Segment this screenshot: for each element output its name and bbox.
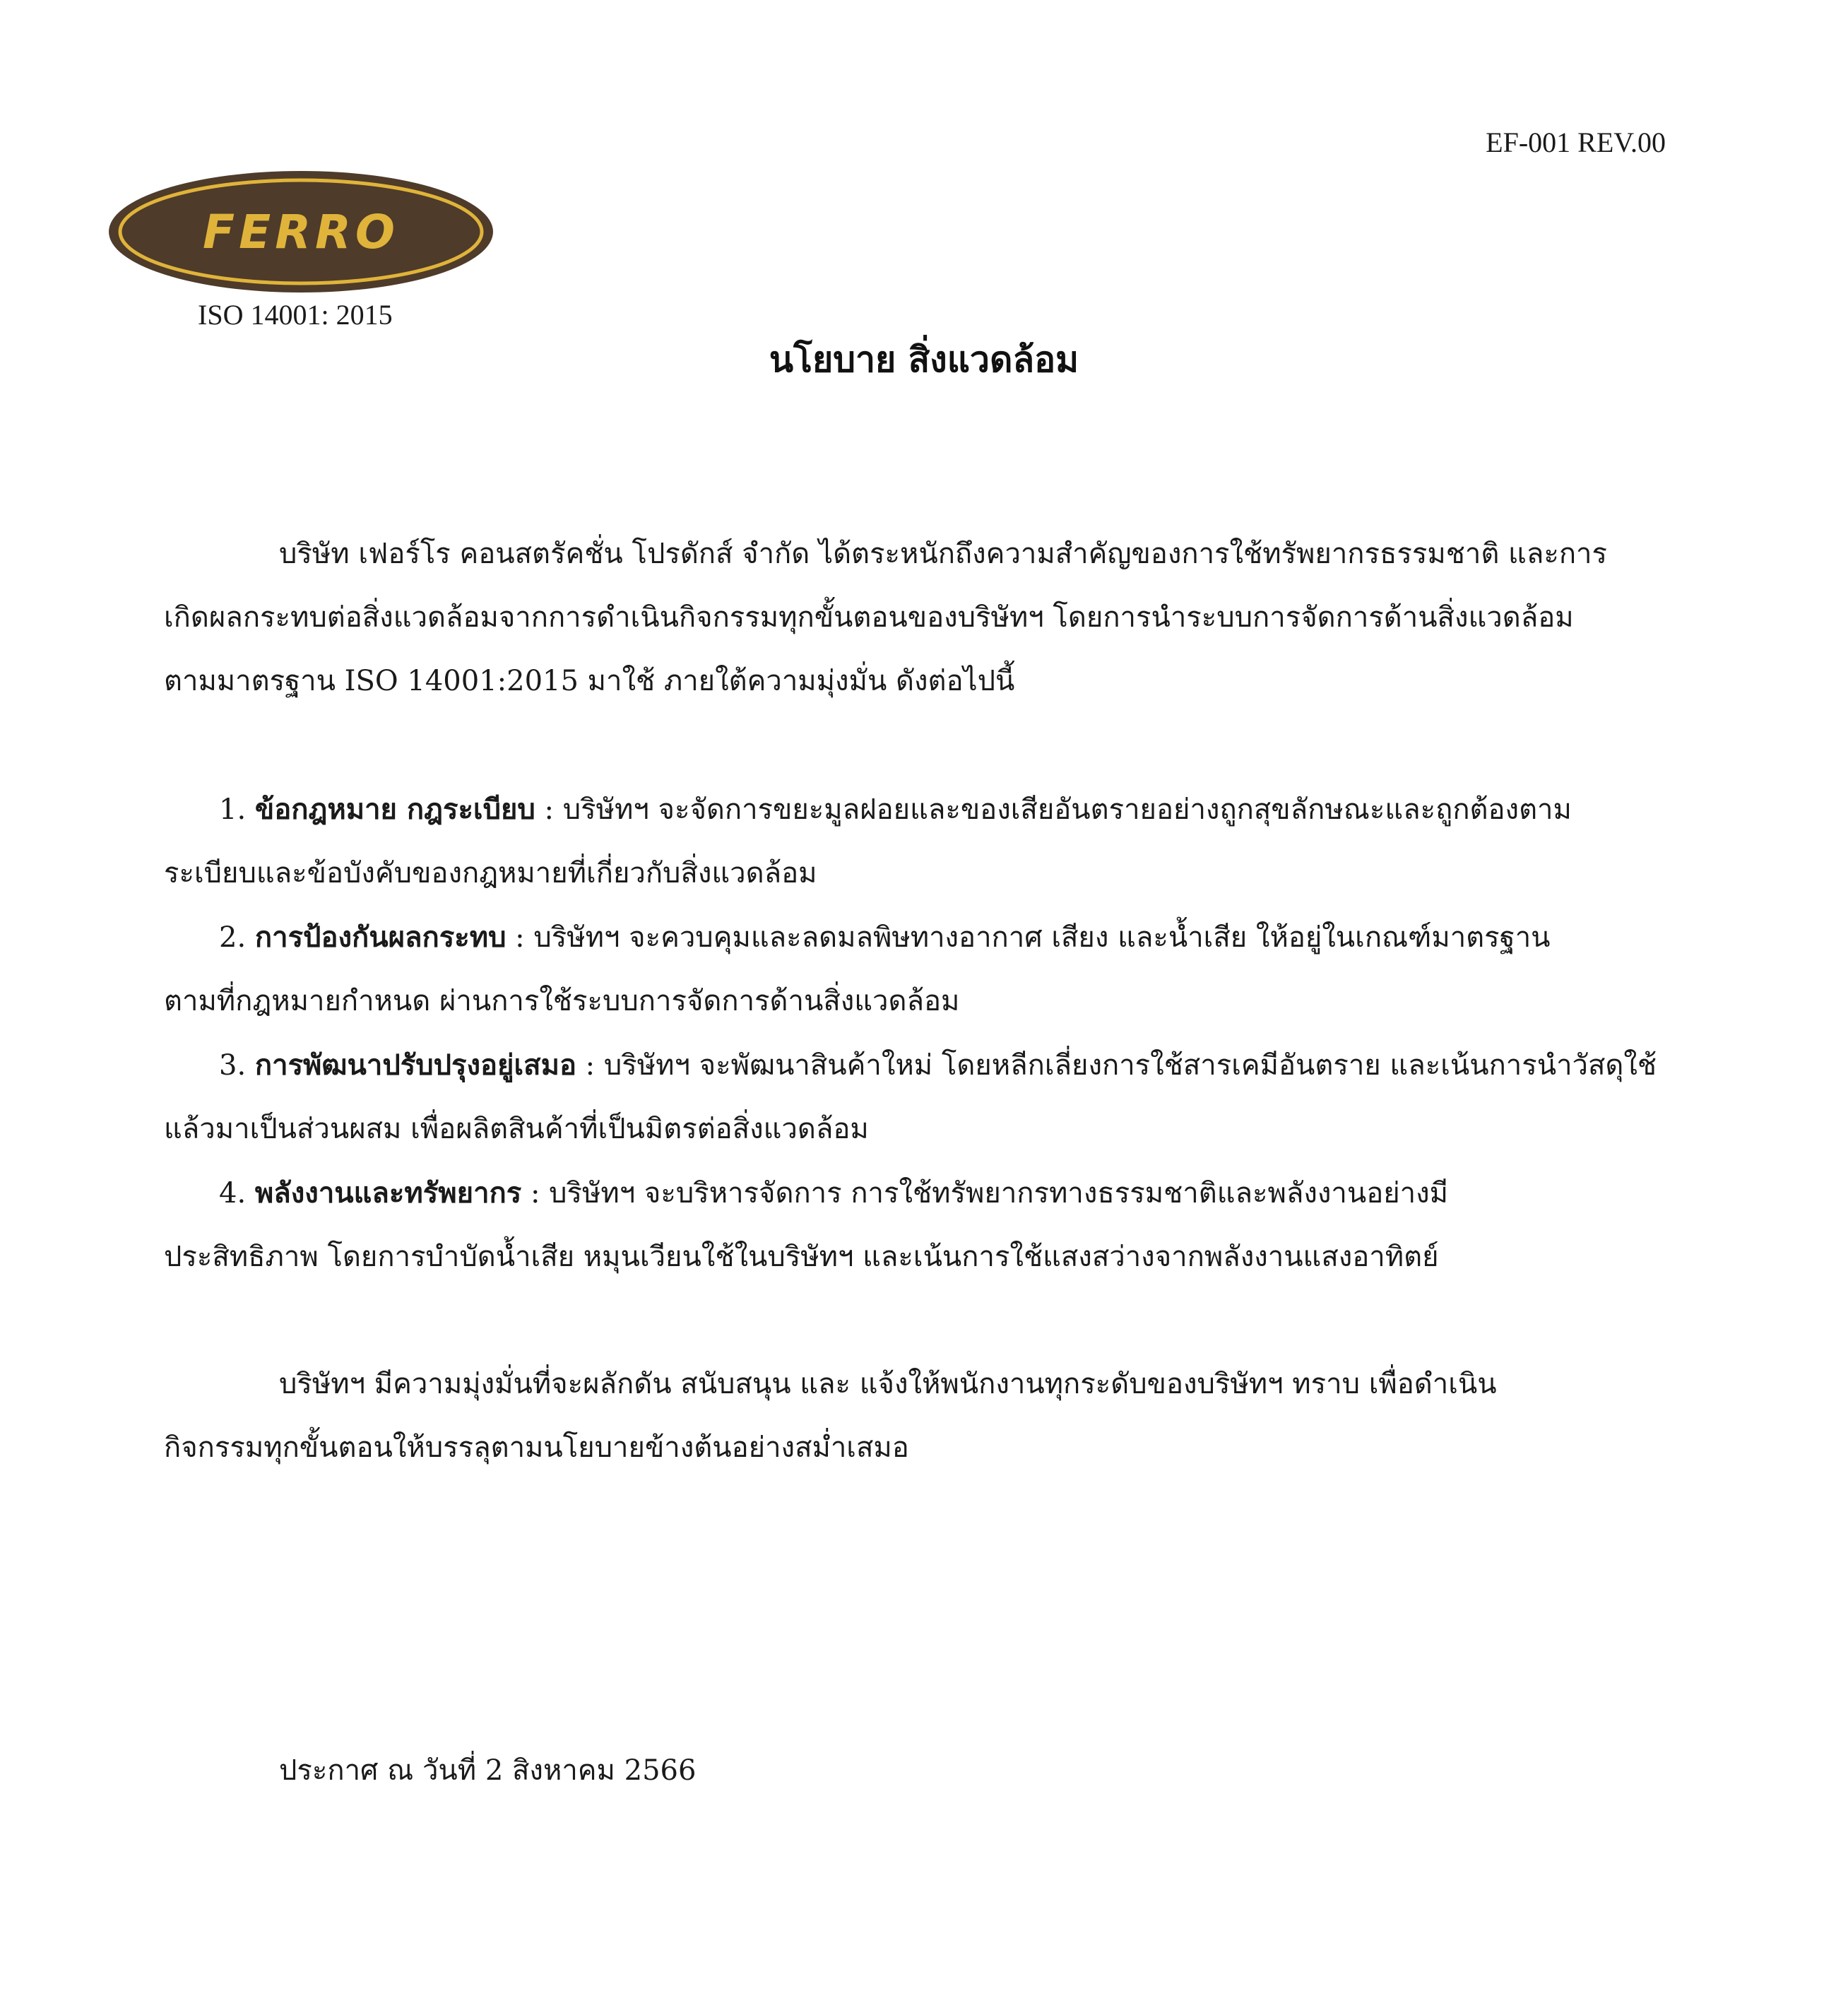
policy-item-2-continued: ตามที่กฎหมายกำหนด ผ่านการใช้ระบบการจัดการด้านสิ่งแวดล้อม [164, 985, 960, 1017]
announcement-date: ประกาศ ณ วันที่ 2 สิงหาคม 2566 [279, 1754, 697, 1787]
policy-item-1 [219, 793, 1572, 827]
policy-item-3-continued: แล้วมาเป็นส่วนผสม เพื่อผลิตสินค้าที่เป็นมิตรต่อสิ่งแวดล้อม [164, 1113, 869, 1145]
intro-line-3: ตามมาตรฐาน ISO 14001:2015 มาใช้ ภายใต้ความมุ่งมั่น ดังต่อไปนี้ [164, 665, 1015, 697]
item-heading: ข้อกฎหมาย กฎระเบียบ [254, 793, 535, 826]
item-heading: การพัฒนาปรับปรุงอยู่เสมอ [254, 1048, 576, 1082]
item-heading: พลังงานและทรัพยากร [254, 1176, 522, 1210]
policy-item-1-continued: ระเบียบและข้อบังคับของกฎหมายที่เกี่ยวกับสิ่งแวดล้อม [164, 857, 817, 890]
commitment-line-1: บริษัทฯ มีความมุ่งมั่นที่จะผลักดัน สนับสนุน และ แจ้งให้พนักงานทุกระดับของบริษัทฯ ทราบ เพื่อดำเนิน [279, 1368, 1497, 1400]
item-number: 4. [219, 1177, 247, 1210]
item-text: : บริษัทฯ จะบริหารจัดการ การใช้ทรัพยากรทางธรรมชาติและพลังงานอย่างมี [521, 1177, 1449, 1210]
commitment-line-2: กิจกรรมทุกขั้นตอนให้บรรลุตามนโยบายข้างต้นอย่างสม่ำเสมอ [164, 1431, 909, 1464]
item-text: : บริษัทฯ จะพัฒนาสินค้าใหม่ โดยหลีกเลี่ยงการใช้สารเคมีอันตราย และเน้นการนำวัสดุใช้ [576, 1049, 1657, 1082]
document-code: EF-001 REV.00 [1486, 126, 1666, 158]
policy-item-2 [219, 921, 1551, 955]
policy-item-3 [219, 1048, 1657, 1082]
intro-line-2: เกิดผลกระทบต่อสิ่งแวดล้อมจากการดำเนินกิจกรรมทุกขั้นตอนของบริษัทฯ โดยการนำระบบการจัดการด้านสิ่งแวดล้อม [164, 601, 1574, 634]
intro-line-1: บริษัท เฟอร์โร คอนสตรัคชั่น โปรดักส์ จำกัด ได้ตระหนักถึงความสำคัญของการใช้ทรัพยากรธรรมชาติ และการ [279, 538, 1607, 570]
logo-text: FERRO [203, 205, 399, 259]
iso-label: ISO 14001: 2015 [198, 299, 393, 331]
item-number: 1. [219, 793, 247, 826]
item-number: 2. [219, 921, 247, 954]
item-heading: การป้องกันผลกระทบ [254, 921, 507, 954]
item-text: : บริษัทฯ จะควบคุมและลดมลพิษทางอากาศ เสียง และน้ำเสีย ให้อยู่ในเกณฑ์มาตรฐาน [506, 921, 1551, 954]
item-number: 3. [219, 1049, 247, 1082]
page-title: นโยบาย สิ่งแวดล้อม [769, 338, 1079, 380]
item-text: : บริษัทฯ จะจัดการขยะมูลฝอยและของเสียอันตรายอย่างถูกสุขลักษณะและถูกต้องตาม [535, 793, 1572, 826]
policy-item-4 [219, 1176, 1448, 1210]
ferro-logo [106, 168, 496, 295]
policy-item-4-continued: ประสิทธิภาพ โดยการบำบัดน้ำเสีย หมุนเวียนใช้ในบริษัทฯ และเน้นการใช้แสงสว่างจากพลังงานแสงอาทิตย์ [164, 1241, 1439, 1273]
